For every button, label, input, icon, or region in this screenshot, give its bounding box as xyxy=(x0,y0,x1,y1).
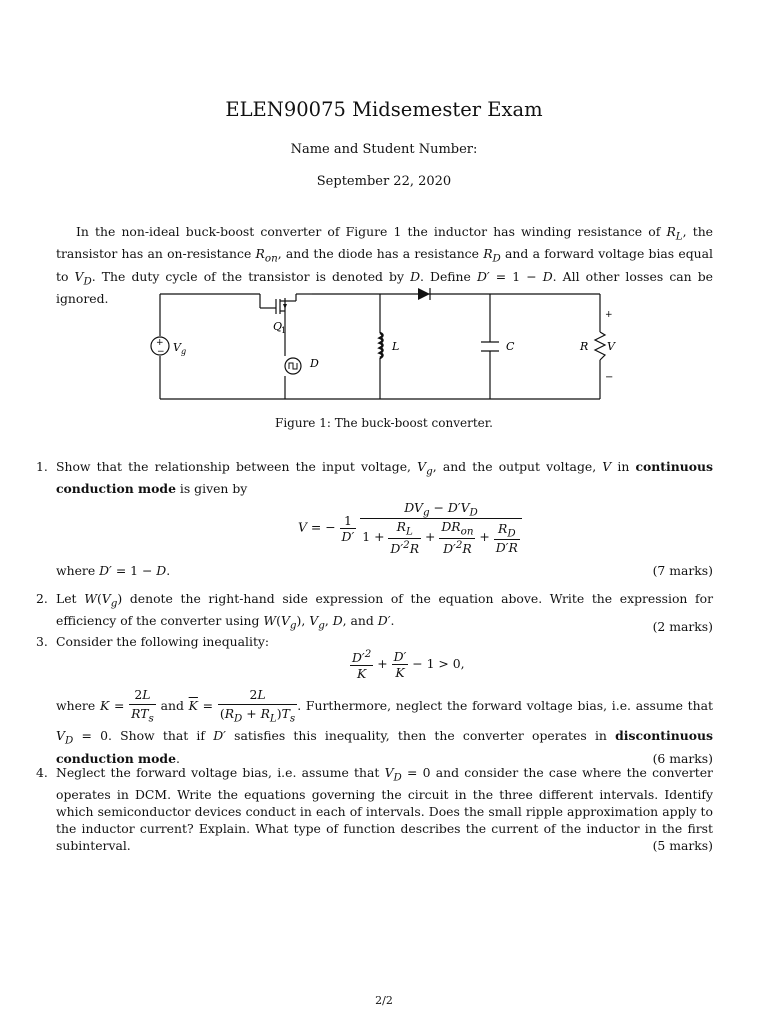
question-3-intro: Consider the following inequality: xyxy=(56,634,270,649)
r-label: R xyxy=(580,340,589,353)
name-line: Name and Student Number: xyxy=(290,142,478,157)
q1-sub-label: 1 xyxy=(281,326,287,335)
c-label: C xyxy=(506,340,515,353)
vg-sub-label: g xyxy=(181,347,187,356)
question-1: 1. Show that the relationship between the input voltage, $V_g$, and the output voltage, V in continuous conduction mode is given by xyxy=(36,459,713,497)
question-4-marks: (5 marks) xyxy=(652,838,713,854)
question-2-number: 2. xyxy=(36,591,48,606)
q1-label: Q xyxy=(273,320,283,333)
source-plus-label: + xyxy=(156,338,164,348)
question-3-body: where K = $\frac{2L}{RT_s}$ and $\overline{K}$ = $\frac{2L}{(R_D + R_L)T_s}$ . Furthermore, neglect the forward voltage bias, i.e. assume that $V_D = 0$. Show that if D′ satisfies this inequality, then the converter operates in discontinuous conduction mode. (6 marks) xyxy=(56,687,713,766)
question-1-marks: (7 marks) xyxy=(652,563,713,578)
d-label: D xyxy=(310,357,319,370)
page-number: 2/2 xyxy=(375,994,393,1007)
page-title: ELEN90075 Midsemester Exam xyxy=(225,98,543,121)
equation-1: V = − $\frac{1}{D'}$ $DV_g - D'V_D$ 1 + $\frac{R_L}{D'^2R}$ + $\frac{DR_{on}}{D'^2R}$ + $\frac{R_D}{D'R}$ xyxy=(298,500,522,556)
question-1-number: 1. xyxy=(36,459,48,474)
question-4-number: 4. xyxy=(36,765,48,780)
v-label: V xyxy=(607,340,615,353)
l-label: L xyxy=(392,340,400,353)
buck-boost-circuit xyxy=(140,284,620,409)
question-2-marks: (2 marks) xyxy=(652,618,713,634)
source-minus-label: − xyxy=(157,347,165,357)
exam-date: September 22, 2020 xyxy=(316,174,452,189)
inequality: $\frac{D'^2}{K}$ + $\frac{D'}{K}$ − 1 > 0, xyxy=(352,648,465,682)
intro-paragraph: In the non-ideal buck-boost converter of Figure 1 the inductor has winding resistance of $R_L$, the transistor has an on-resistance $R_{on}$, and the diode has a resistance $R_D$ and a forward voltage bias equal to $V_D$. The duty cycle of the transistor is denoted by D. Define D′ = 1 − D. All other losses can be ignored. xyxy=(56,224,714,307)
question-4: 4. Neglect the forward voltage bias, i.e. assume that $V_D = 0$ and consider the case where the converter operates in DCM. Write the equations governing the circuit in the three different intervals. Identify which semiconductor devices conduct in each of intervals. Does the small ripple approximation apply to the inductor current? Explain. What type of function describes the current of the inductor in the first subinterval. (5 marks) xyxy=(36,765,713,854)
v-plus-label: + xyxy=(605,310,613,320)
v-minus-label: − xyxy=(605,372,614,383)
vg-label: V xyxy=(173,341,181,354)
question-3-marks: (6 marks) xyxy=(652,750,713,766)
question-3-number: 3. xyxy=(36,634,48,649)
figure-caption: Figure 1: The buck-boost converter. xyxy=(275,416,493,430)
question-2: 2. Let $W(V_g)$ denote the right-hand side expression of the equation above. Write the expression for efficiency of the converter using $W(V_g)$, $V_g$, D, and D′. (2 marks) xyxy=(36,591,713,634)
question-1-where: where D′ = 1 − D. (7 marks) xyxy=(56,563,713,578)
